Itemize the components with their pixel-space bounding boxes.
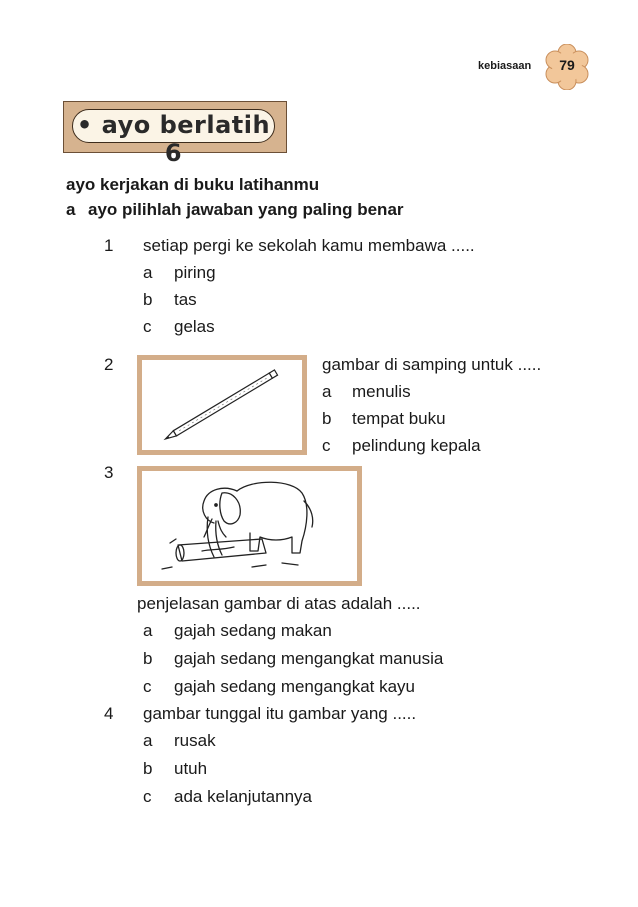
option-text: tempat buku (352, 409, 446, 428)
option-letter: a (143, 621, 153, 640)
option-text: gelas (174, 317, 215, 336)
option-letter: b (143, 649, 153, 668)
option-text: ada kelanjutannya (174, 787, 313, 806)
part-letter: a (66, 200, 76, 219)
section-title: • ayo berlatih 6 (76, 111, 271, 167)
part-instruction: ayo pilihlah jawaban yang paling benar (88, 200, 404, 219)
option-letter: b (143, 290, 153, 309)
option-letter: a (143, 263, 153, 282)
pencil-icon (142, 360, 302, 450)
section-title-pill (72, 109, 275, 167)
question-number: 2 (104, 355, 114, 374)
option-text: gajah sedang mengangkat manusia (174, 649, 444, 668)
question-number: 1 (104, 236, 114, 255)
chapter-label: kebiasaan (478, 60, 532, 72)
instruction-line: ayo kerjakan di buku latihanmu (66, 175, 320, 194)
option-text: utuh (174, 759, 208, 778)
option-text: piring (174, 263, 216, 282)
elephant-icon (142, 471, 357, 581)
option-text: rusak (174, 731, 216, 750)
option-letter: a (143, 731, 153, 750)
question-number: 3 (104, 463, 114, 482)
option-text: gajah sedang mengangkat kayu (174, 677, 416, 696)
elephant-image-frame (137, 466, 362, 586)
question-number: 4 (104, 704, 114, 723)
option-letter: a (322, 382, 332, 401)
question-text: penjelasan gambar di atas adalah ..... (137, 594, 421, 613)
page-number-badge (544, 44, 590, 90)
question-text: gambar di samping untuk ..... (322, 355, 542, 374)
option-letter: c (143, 677, 152, 696)
option-letter: c (322, 436, 331, 455)
option-text: pelindung kepala (352, 436, 481, 455)
pencil-image-frame (137, 355, 307, 455)
question-text: setiap pergi ke sekolah kamu membawa ..... (143, 236, 475, 255)
option-text: gajah sedang makan (174, 621, 332, 640)
option-letter: c (143, 317, 152, 336)
option-text: menulis (352, 382, 411, 401)
option-letter: b (322, 409, 332, 428)
page-number: 79 (559, 57, 575, 73)
option-letter: c (143, 787, 152, 806)
question-text: gambar tunggal itu gambar yang ..... (143, 704, 417, 723)
option-text: tas (174, 290, 197, 309)
section-title-box (63, 101, 287, 167)
option-letter: b (143, 759, 153, 778)
